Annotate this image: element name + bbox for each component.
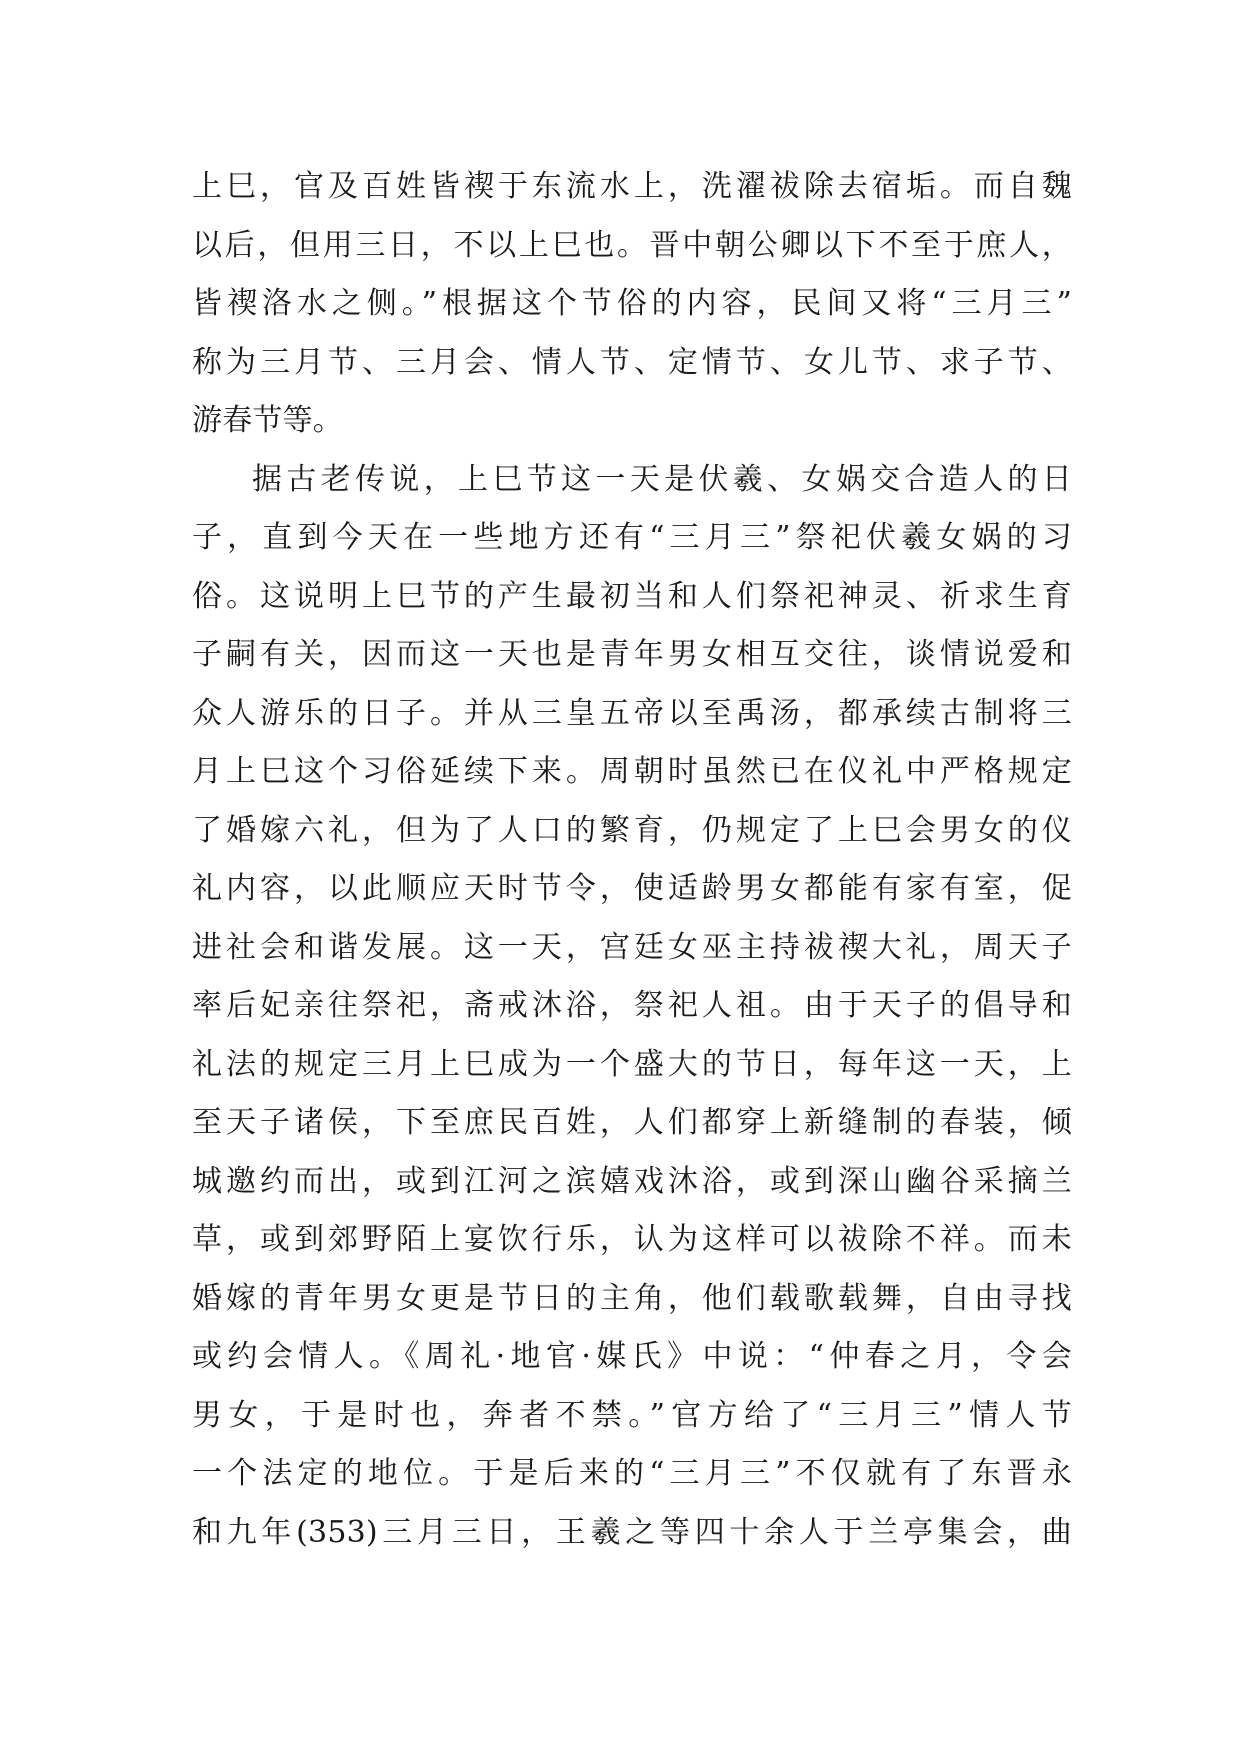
- text-line: 皆禊洛水之侧。”根据这个节俗的内容，民间又将“三月三”: [192, 286, 1072, 321]
- text-line: 城邀约而出，或到江河之滨嬉戏沐浴，或到深山幽谷采摘兰: [192, 1163, 1072, 1199]
- text-line: 婚嫁的青年男女更是节日的主角，他们载歌载舞，自由寻找: [192, 1280, 1072, 1316]
- text-line: 礼法的规定三月上巳成为一个盛大的节日，每年这一天，上: [192, 1046, 1072, 1082]
- text-line: 率后妃亲往祭祀，斋戒沐浴，祭祀人祖。由于天子的倡导和: [192, 988, 1072, 1023]
- text-line: 了婚嫁六礼，但为了人口的繁育，仍规定了上巳会男女的仪: [192, 812, 1072, 848]
- body-text: [192, 158, 1072, 1562]
- text-line: 进社会和谐发展。这一天，宫廷女巫主持祓禊大礼，周天子: [192, 929, 1072, 965]
- paragraph-first-line: 据古老传说，上巳节这一天是伏羲、女娲交合造人的日: [252, 461, 1072, 497]
- text-line: 以后，但用三日，不以上巳也。晋中朝公卿以下不至于庶人，: [192, 227, 1072, 263]
- text-line: 和九年(353)三月三日，王羲之等四十余人于兰亭集会，曲: [192, 1514, 1072, 1550]
- text-line: 男女，于是时也，奔者不禁。”官方给了“三月三”情人节: [192, 1397, 1072, 1433]
- text-line: 草，或到郊野陌上宴饮行乐，认为这样可以祓除不祥。而未: [192, 1222, 1072, 1257]
- text-line: 众人游乐的日子。并从三皇五帝以至禹汤，都承续古制将三: [192, 695, 1072, 731]
- text-line: 称为三月节、三月会、情人节、定情节、女儿节、求子节、: [192, 344, 1072, 380]
- text-line: 子嗣有关，因而这一天也是青年男女相互交往，谈情说爱和: [192, 637, 1072, 672]
- text-line: 上巳，官及百姓皆禊于东流水上，洗濯祓除去宿垢。而自魏: [192, 169, 1072, 204]
- text-line: 礼内容，以此顺应天时节令，使适龄男女都能有家有室，促: [192, 871, 1072, 906]
- text-line: 游春节等。: [192, 403, 343, 438]
- text-line: 子，直到今天在一些地方还有“三月三”祭祀伏羲女娲的习: [192, 520, 1072, 555]
- text-line: 月上巳这个习俗延续下来。周朝时虽然已在仪礼中严格规定: [192, 754, 1072, 789]
- text-line: 一个法定的地位。于是后来的“三月三”不仅就有了东晋永: [192, 1456, 1072, 1491]
- text-line: 或约会情人。《周礼·地官·媒氏》中说：“仲春之月，令会: [192, 1339, 1072, 1374]
- text-line: 至天子诸侯，下至庶民百姓，人们都穿上新缝制的春装，倾: [192, 1105, 1072, 1140]
- text-line: 俗。这说明上巳节的产生最初当和人们祭祀神灵、祈求生育: [192, 578, 1072, 614]
